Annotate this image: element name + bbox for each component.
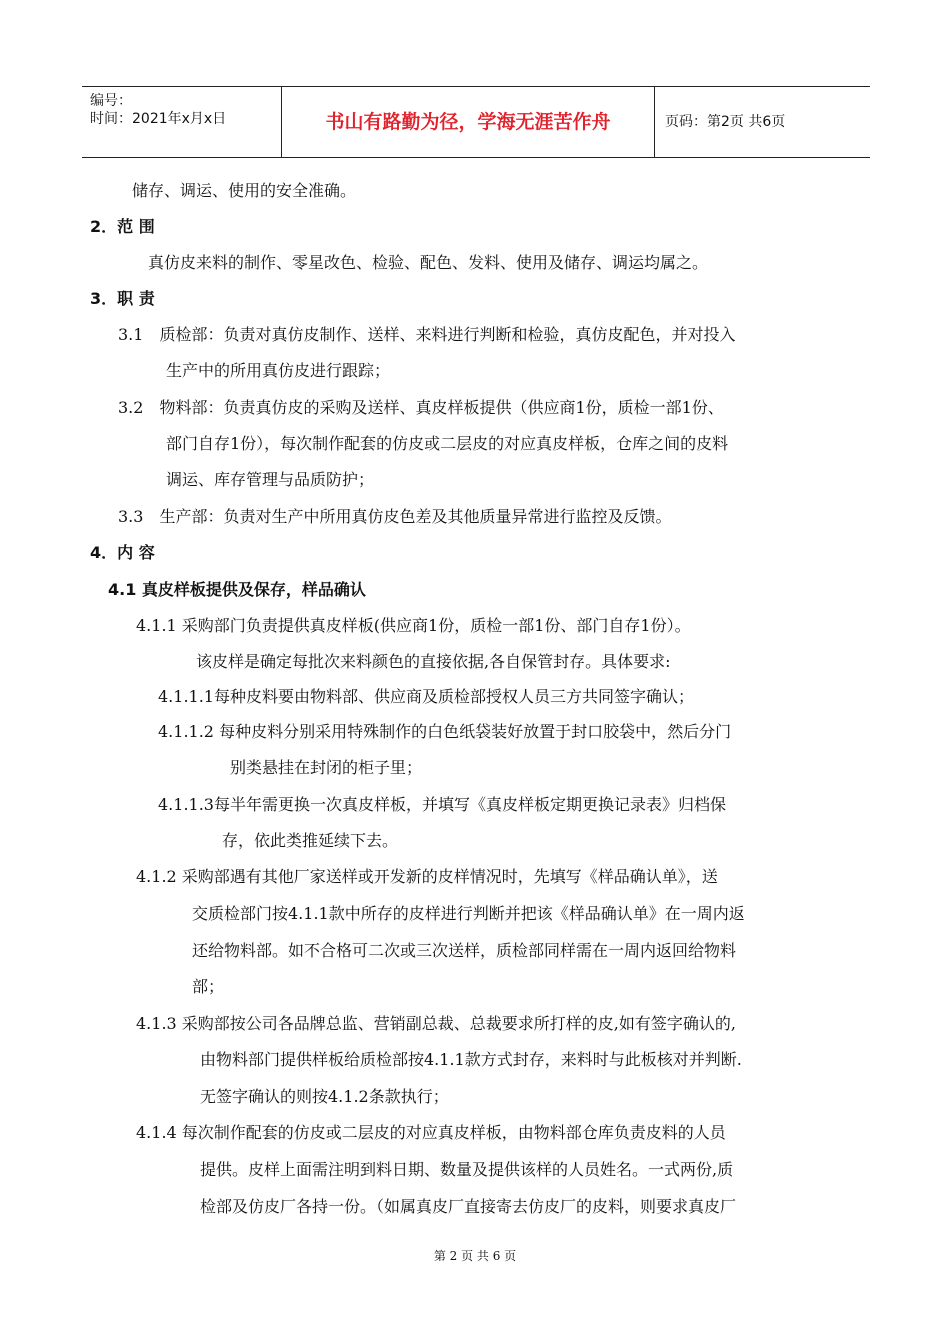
body-line: 部； [192,977,225,996]
body-line: 提供。皮样上面需注明到料日期、数量及提供该样的人员姓名。一式两份,质 [200,1160,734,1179]
page-footer: 第 2 页 共 6 页 [433,1249,517,1263]
body-line: 检部及仿皮厂各持一份。（如属真皮厂直接寄去仿皮厂的皮料，则要求真皮厂 [200,1197,737,1216]
body-line: 4.1.1.1每种皮料要由物料部、供应商及质检部授权人员三方共同签字确认； [158,687,694,706]
header-meta-cell [82,87,280,157]
body-line: 3.1 质检部：负责对真仿皮制作、送样、来料进行判断和检验，真仿皮配色，并对投入 [118,325,736,344]
section-heading-duties: 3．职 责 [90,289,155,308]
body-line: 4.1.1.2 每种皮料分别采用特殊制作的白色纸袋装好放置于封口胶袋中，然后分门 [158,722,732,741]
body-line: 4.1.2 采购部遇有其他厂家送样或开发新的皮样情况时，先填写《样品确认单》，送 [136,867,718,886]
subsection-heading: 4.1 真皮样板提供及保存，样品确认 [108,580,366,599]
header-page-info: 页码：第2页 共6页 [665,114,786,130]
body-line: 生产中的所用真仿皮进行跟踪； [166,361,391,380]
body-line: 4.1.4 每次制作配套的仿皮或二层皮的对应真皮样板，由物料部仓库负责皮料的人员 [136,1123,726,1142]
body-line: 还给物料部。如不合格可二次或三次送样，质检部同样需在一周内返回给物料 [192,941,737,960]
body-line: 真仿皮来料的制作、零星改色、检验、配色、发料、使用及储存、调运均属之。 [148,253,709,272]
body-line: 储存、调运、使用的安全准确。 [132,181,357,200]
body-line: 3.3 生产部：负责对生产中所用真仿皮色差及其他质量异常进行监控及反馈。 [118,507,672,526]
section-heading-scope: 2．范 围 [90,217,155,236]
body-line: 该皮样是确定每批次来料颜色的直接依据,各自保管封存。具体要求: [196,652,671,671]
body-line: 部门自存1份），每次制作配套的仿皮或二层皮的对应真皮样板，仓库之间的皮料 [166,434,729,453]
doc-time-label: 时间：2021年x月x日 [90,111,227,127]
document-header [82,86,870,158]
body-line: 4.1.1.3每半年需更换一次真皮样板，并填写《真皮样板定期更换记录表》归档保 [158,795,726,814]
body-line: 别类悬挂在封闭的柜子里； [230,758,423,777]
body-line: 4.1.3 采购部按公司各品牌总监、营销副总裁、总裁要求所打样的皮,如有签字确认的, [136,1014,736,1033]
header-motto: 书山有路勤为径，学海无涯苦作舟 [281,87,655,157]
doc-number-label: 编号： [90,93,132,109]
body-line: 调运、库存管理与品质防护； [166,470,375,489]
body-line: 交质检部门按4.1.1款中所存的皮样进行判断并把该《样品确认单》在一周内返 [192,904,745,923]
section-heading-content: 4．内 容 [90,543,155,562]
body-line: 无签字确认的则按4.1.2条款执行； [200,1087,449,1106]
body-line: 3.2 物料部：负责真仿皮的采购及送样、真皮样板提供（供应商1份，质检一部1份、 [118,398,724,417]
body-line: 由物料部门提供样板给质检部按4.1.1款方式封存，来料时与此板核对并判断. [200,1050,742,1069]
body-line: 4.1.1 采购部门负责提供真皮样板(供应商1份，质检一部1份、部门自存1份）。 [136,616,691,635]
body-line: 存，依此类推延续下去。 [222,831,399,850]
